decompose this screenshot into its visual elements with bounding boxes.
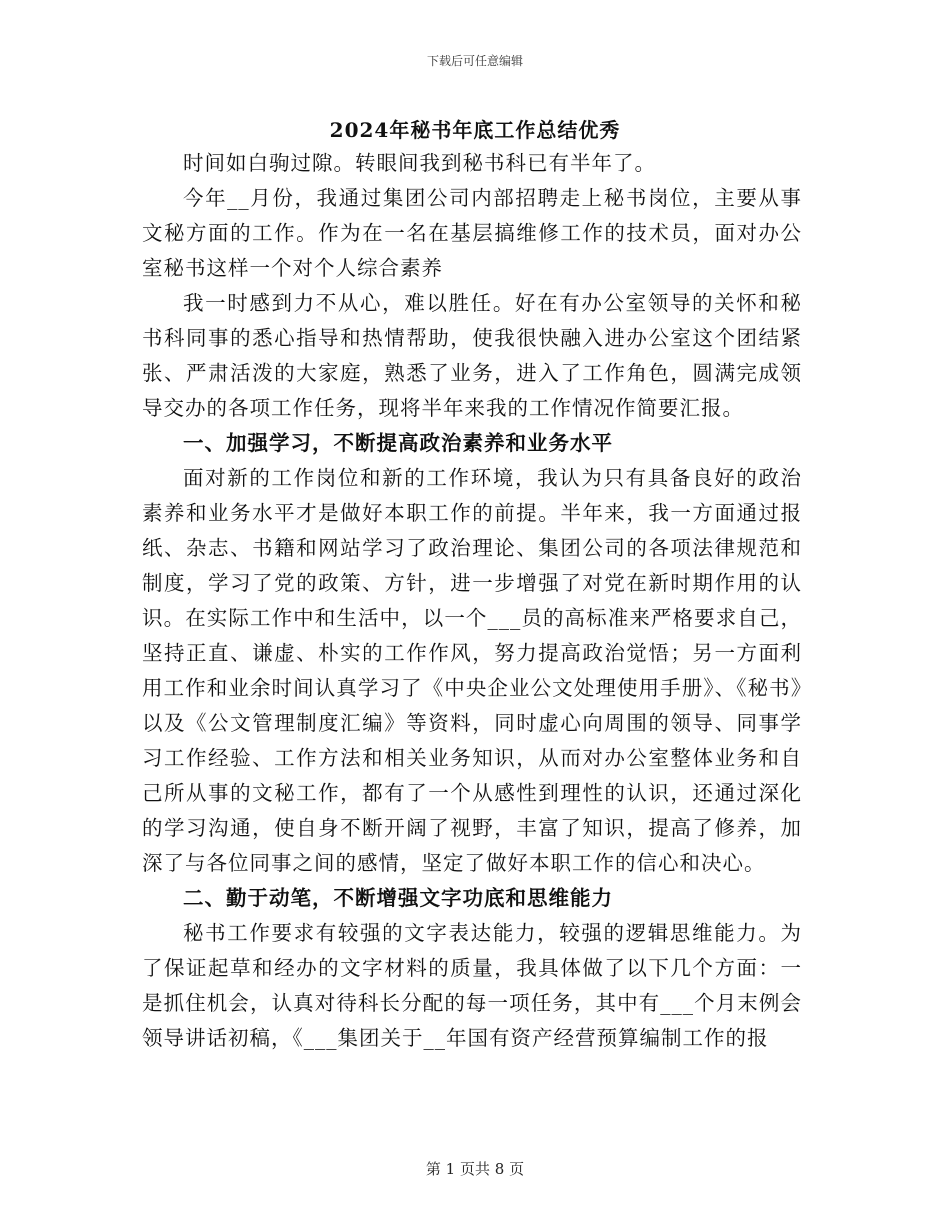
section-heading-study: 一、加强学习，不断提高政治素养和业务水平 xyxy=(183,431,613,455)
document-body xyxy=(142,146,802,1056)
document-title: 2024年秘书年底工作总结优秀 xyxy=(329,118,621,142)
header-note: 下载后可任意编辑 xyxy=(426,54,523,68)
section-heading-writing: 二、勤于动笔，不断增强文字功底和思维能力 xyxy=(183,886,613,910)
paragraph-intro: 时间如白驹过隙。转眼间我到秘书科已有半年了。 xyxy=(183,151,656,175)
paragraph-adaptation: 我一时感到力不从心，难以胜任。好在有办公室领导的关怀和秘书科同事的悉心指导和热情帮助，使我很快融入进办公室这个团结紧张、严肃活泼的大家庭，熟悉了业务，进入了工作角色，圆满完成领导交办的各项工作任务，现将半年来我的工作情况作简要汇报。 xyxy=(142,291,802,420)
page-number: 第 1 页共 8 页 xyxy=(425,1160,525,1178)
paragraph-study: 面对新的工作岗位和新的工作环境，我认为只有具备良好的政治素养和业务水平才是做好本职工作的前提。半年来，我一方面通过报纸、杂志、书籍和网站学习了政治理论、集团公司的各项法律规范和制度，学习了党的政策、方针，进一步增强了对党在新时期作用的认识。在实际工作中和生活中，以一个___员的高标准来严格要求自己，坚持正直、谦虚、朴实的工作作风，努力提高政治觉悟；另一方面利用工作和业余时间认真学习了《中央企业公文处理使用手册》、《秘书》以及《公文管理制度汇编》等资料，同时虚心向周围的领导、同事学习工作经验、工作方法和相关业务知识，从而对办公室整体业务和自己所从事的文秘工作，都有了一个从感性到理性的认识，还通过深化的学习沟通，使自身不断开阔了视野，丰富了知识，提高了修养，加深了与各位同事之间的感情，坚定了做好本职工作的信心和决心。 xyxy=(142,466,802,875)
paragraph-writing: 秘书工作要求有较强的文字表达能力，较强的逻辑思维能力。为了保证起草和经办的文字材料的质量，我具体做了以下几个方面：一是抓住机会，认真对待科长分配的每一项任务，其中有___个月末例会领导讲话初稿，《___集团关于__年国有资产经营预算编制工作的报 xyxy=(142,921,802,1050)
paragraph-background: 今年__月份，我通过集团公司内部招聘走上秘书岗位，主要从事文秘方面的工作。作为在一名在基层搞维修工作的技术员，面对办公室秘书这样一个对个人综合素养 xyxy=(142,186,802,280)
